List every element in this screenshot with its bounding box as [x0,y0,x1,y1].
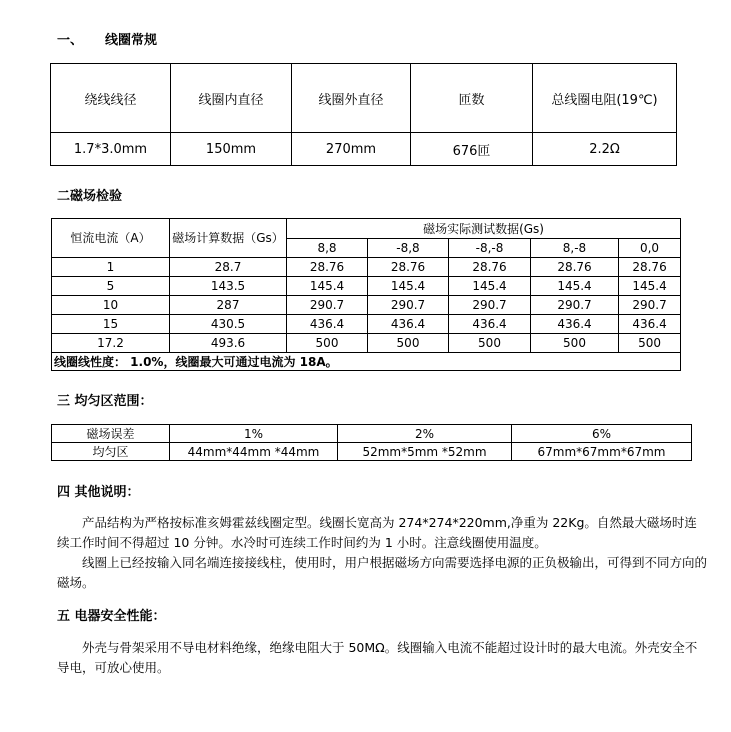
section-5-body [57,638,707,678]
table-row [52,219,681,239]
table-cell: 28.76 [449,258,531,277]
table-cell: 5 [52,277,170,296]
table-cell: 290.7 [287,296,368,315]
table-cell: 436.4 [368,315,449,334]
table-header-cell: 总线圈电阻(19℃) [533,64,677,133]
table-header-calc: 磁场计算数据（Gs） [170,219,287,258]
table-cell: 1.7*3.0mm [51,133,171,166]
paragraph: 产品结构为严格按标准亥姆霍兹线圈定型。线圈长宽高为 274*274*220mm,净重为 22Kg。自然最大磁场时连续工作时间不得超过 10 分钟。水冷时可连续工作时间约为 1 小时。注意线圈使用温度。 [57,515,697,550]
linearity-note: 线圈线性度： 1.0%，线圈最大可通过电流为 18A。 [52,353,681,371]
table-row [52,277,681,296]
table-cell: 436.4 [531,315,619,334]
table-cell: 493.6 [170,334,287,353]
table-cell: 44mm*44mm *44mm [170,443,338,461]
table-row [52,258,681,277]
table-cell: 52mm*5mm *52mm [338,443,512,461]
table-row [52,315,681,334]
table-cell: 17.2 [52,334,170,353]
table-header-cell: 线圈外直径 [292,64,411,133]
table-cell: 145.4 [449,277,531,296]
table-header-cell: 匝数 [411,64,533,133]
table-cell: 290.7 [619,296,681,315]
table-cell: 28.76 [287,258,368,277]
table-cell: 290.7 [449,296,531,315]
table-header-cell: 2% [338,425,512,443]
table-row [52,296,681,315]
coil-spec-table [50,63,677,166]
table-cell: 500 [368,334,449,353]
table-cell: 143.5 [170,277,287,296]
section-4-title: 四 其他说明： [57,485,140,500]
table-header-measured: 磁场实际测试数据(Gs) [287,219,681,239]
field-test-table [51,218,681,371]
table-header-cell: 1% [170,425,338,443]
section-5-title: 五 电器安全性能： [57,609,166,624]
table-cell: 287 [170,296,287,315]
table-subheader-cell: -8,8 [368,239,449,258]
table-cell: 28.76 [619,258,681,277]
table-cell: 676匝 [411,133,533,166]
table-row [51,64,677,133]
table-row [52,443,692,461]
table-cell: 均匀区 [52,443,170,461]
table-header-current: 恒流电流（A） [52,219,170,258]
table-cell: 145.4 [619,277,681,296]
table-header-cell: 绕线线径 [51,64,171,133]
table-row [52,353,681,371]
table-cell: 290.7 [531,296,619,315]
section-3-title: 三 均匀区范围： [57,394,153,409]
table-cell: 2.2Ω [533,133,677,166]
table-cell: 150mm [171,133,292,166]
table-subheader-cell: 8,-8 [531,239,619,258]
table-cell: 15 [52,315,170,334]
section-1-number: 一、 [57,33,84,48]
table-header-cell: 6% [512,425,692,443]
table-cell: 28.7 [170,258,287,277]
table-cell: 436.4 [619,315,681,334]
table-cell: 270mm [292,133,411,166]
table-cell: 436.4 [287,315,368,334]
table-subheader-cell: -8,-8 [449,239,531,258]
table-cell: 10 [52,296,170,315]
table-subheader-cell: 8,8 [287,239,368,258]
section-4-body [57,513,707,593]
section-2-title: 二磁场检验 [57,189,123,204]
uniform-region-table [51,424,692,461]
table-cell: 500 [449,334,531,353]
table-header-cell: 线圈内直径 [171,64,292,133]
table-cell: 67mm*67mm*67mm [512,443,692,461]
table-row [52,334,681,353]
table-cell: 290.7 [368,296,449,315]
table-cell: 145.4 [531,277,619,296]
paragraph: 外壳与骨架采用不导电材料绝缘，绝缘电阻大于 50MΩ。线圈输入电流不能超过设计时的最大电流。外壳安全不导电，可放心使用。 [57,640,698,675]
table-cell: 145.4 [287,277,368,296]
table-cell: 500 [619,334,681,353]
table-cell: 1 [52,258,170,277]
table-row [52,425,692,443]
table-cell: 436.4 [449,315,531,334]
section-1-title: 线圈常规 [105,33,158,48]
table-cell: 500 [287,334,368,353]
table-cell: 145.4 [368,277,449,296]
table-cell: 28.76 [368,258,449,277]
paragraph: 线圈上已经按输入同名端连接接线柱，使用时，用户根据磁场方向需要选择电源的正负极输出，可得到不同方向的磁场。 [57,555,708,590]
table-header-cell: 磁场误差 [52,425,170,443]
table-subheader-cell: 0,0 [619,239,681,258]
table-cell: 500 [531,334,619,353]
table-row [51,133,677,166]
table-cell: 430.5 [170,315,287,334]
table-cell: 28.76 [531,258,619,277]
